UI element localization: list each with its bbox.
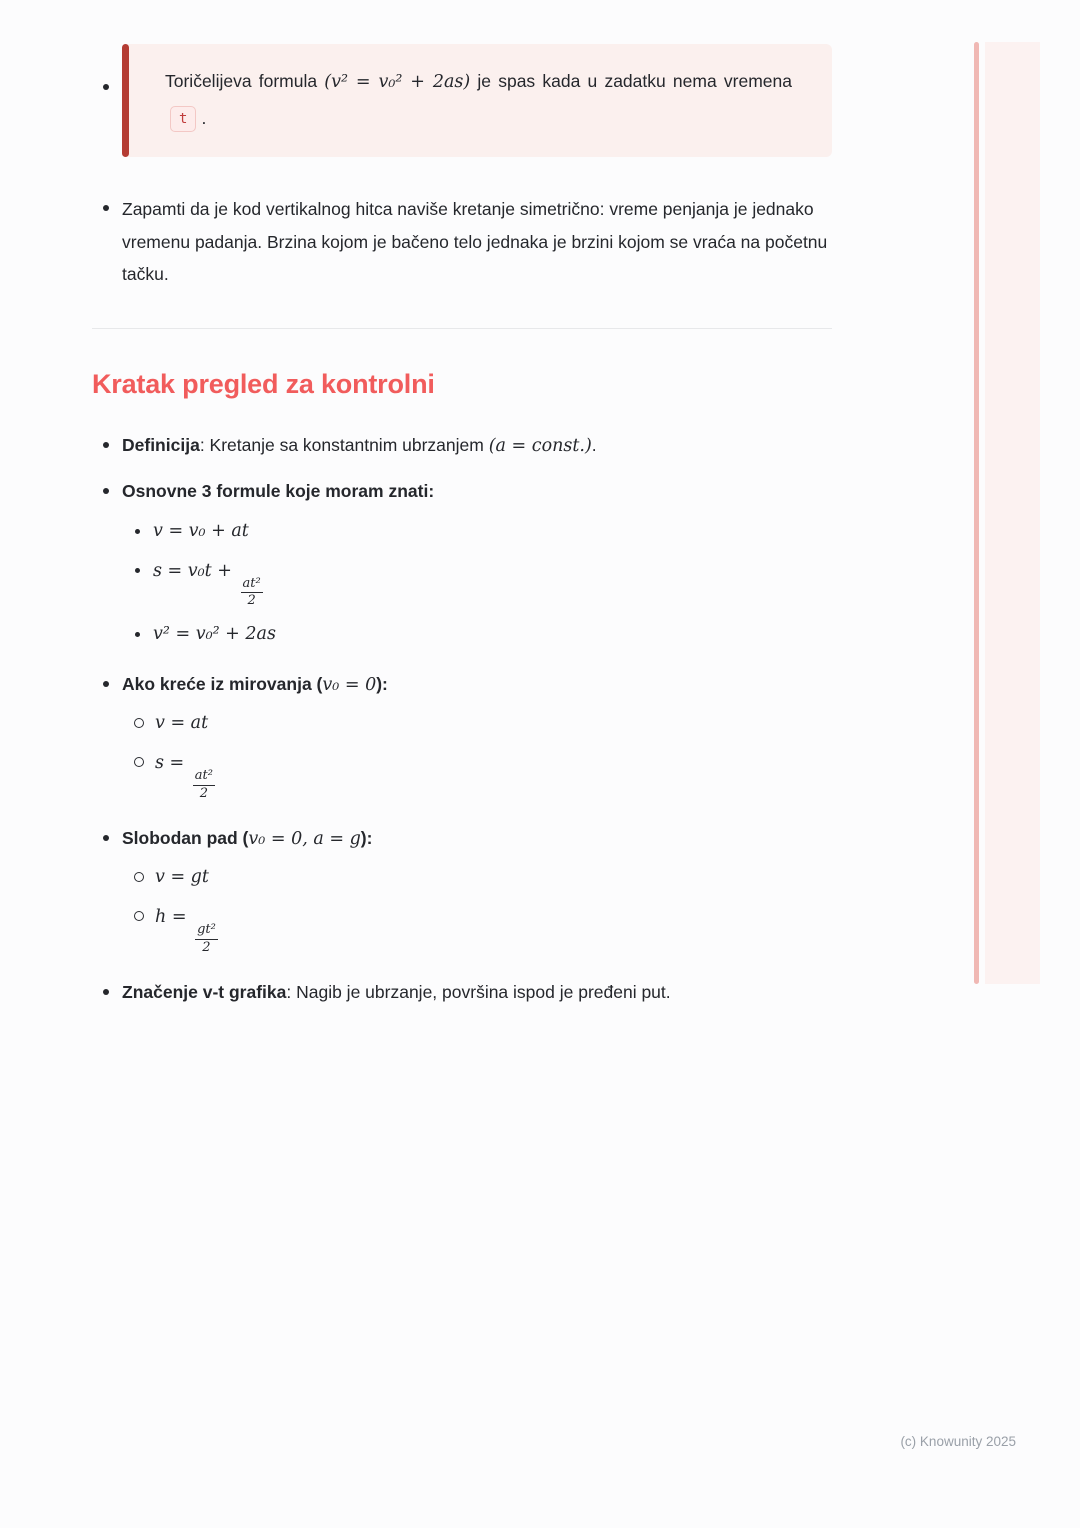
copyright-footer: (c) Knowunity 2025: [900, 1434, 1016, 1449]
callout-text: [122, 44, 832, 157]
formula-item: [125, 516, 832, 546]
bullet-icon: [103, 205, 109, 211]
bullet-icon: [103, 442, 109, 448]
formula-item: [125, 619, 832, 649]
circle-bullet-icon: [134, 911, 144, 921]
formula-item: [125, 747, 832, 803]
definicija-label: Definicija: [122, 434, 200, 455]
bullet-icon: [103, 488, 109, 494]
formula-s-v0t: s = v₀t + $\frac{\text{at²}}{2}$: [153, 560, 261, 609]
formula-item: [125, 708, 832, 738]
grafik-label: Značenje v-t grafika: [122, 981, 287, 1002]
callout-text-mid: je spas kada u zadatku nema vremena: [470, 71, 792, 91]
note-list-item: [92, 193, 832, 291]
bullet-icon: [103, 681, 109, 687]
formula-v-v0-at: v = v₀ + at: [153, 520, 249, 541]
bullet-icon: [135, 568, 140, 573]
inline-code-t: t: [170, 106, 196, 132]
bullet-icon: [135, 529, 140, 534]
circle-bullet-icon: [134, 872, 144, 882]
formula-item: [125, 901, 832, 957]
formula-v-at: v = at: [155, 713, 209, 734]
content-column: [92, 44, 832, 1022]
list-item-definicija: [92, 430, 832, 461]
definicija-math: (a = const.): [488, 435, 592, 456]
mirovanje-label-text: Ako kreće iz mirovanja (v₀ = 0):: [122, 674, 388, 696]
callout-list-item: [92, 44, 832, 157]
osnovne-sublist: [125, 516, 832, 650]
callout-accent-bar: [122, 44, 129, 157]
formula-item: [125, 862, 832, 892]
formula-item: [125, 555, 832, 611]
grafik-text: Značenje v-t grafika: Nagib je ubrzanje, površina ispod je pređeni put.: [122, 981, 671, 1002]
list-item-slobodan-pad: [92, 823, 832, 854]
callout-text-lead: Toričelijeva formula: [165, 71, 325, 91]
callout-formula: (v² = v₀² + 2as): [324, 72, 471, 92]
slobodan-pad-label-math: v₀ = 0, a = g: [248, 829, 361, 850]
bullet-icon: [103, 835, 109, 841]
bullet-icon: [103, 84, 109, 90]
callout-text-end: .: [201, 108, 207, 128]
osnovne-label-text: Osnovne 3 formule koje moram znati:: [122, 480, 435, 501]
list-item-mirovanje: [92, 669, 832, 700]
fraction: $\frac{\text{gt²}}{2}$: [197, 922, 216, 955]
fraction: $\frac{\text{at²}}{2}$: [194, 768, 213, 802]
formula-s-at2-2: s = $\frac{\text{at²}}{2}$: [155, 753, 213, 802]
circle-bullet-icon: [134, 718, 144, 728]
bullet-icon: [103, 989, 109, 995]
mirovanje-sublist: [125, 708, 832, 803]
circle-bullet-icon: [134, 757, 144, 767]
formula-h-gt2-2: h = $\frac{\text{gt²}}{2}$: [155, 907, 216, 955]
list-item-osnovne: [92, 476, 832, 506]
tip-callout: [122, 44, 832, 157]
section-heading: Kratak pregled za kontrolni: [92, 368, 435, 399]
section-divider: [92, 328, 832, 329]
formula-v-gt: v = gt: [155, 867, 209, 888]
note-text: Zapamti da je kod vertikalnog hitca naviše kretanje simetrično: vreme penjanja je jednako vremenu padanja. Brzina kojom je bačeno telo jednaka je brzini kojom se vraća na početnu tačku.: [122, 199, 828, 284]
formula-toricelli: v² = v₀² + 2as: [153, 624, 276, 645]
list-item-grafik: [92, 977, 832, 1007]
definicija-text: Definicija: Kretanje sa konstantnim ubrzanjem (a = const.).: [122, 434, 597, 456]
fraction: $\frac{\text{at²}}{2}$: [242, 575, 261, 609]
bullet-icon: [135, 632, 140, 637]
mirovanje-label-math: v₀ = 0: [322, 675, 377, 696]
slobodan-pad-label-text: Slobodan pad (v₀ = 0, a = g):: [122, 828, 373, 850]
slobodan-pad-sublist: [125, 862, 832, 957]
next-page-edge-panel: [985, 42, 1040, 984]
next-page-edge-line: [974, 42, 979, 984]
